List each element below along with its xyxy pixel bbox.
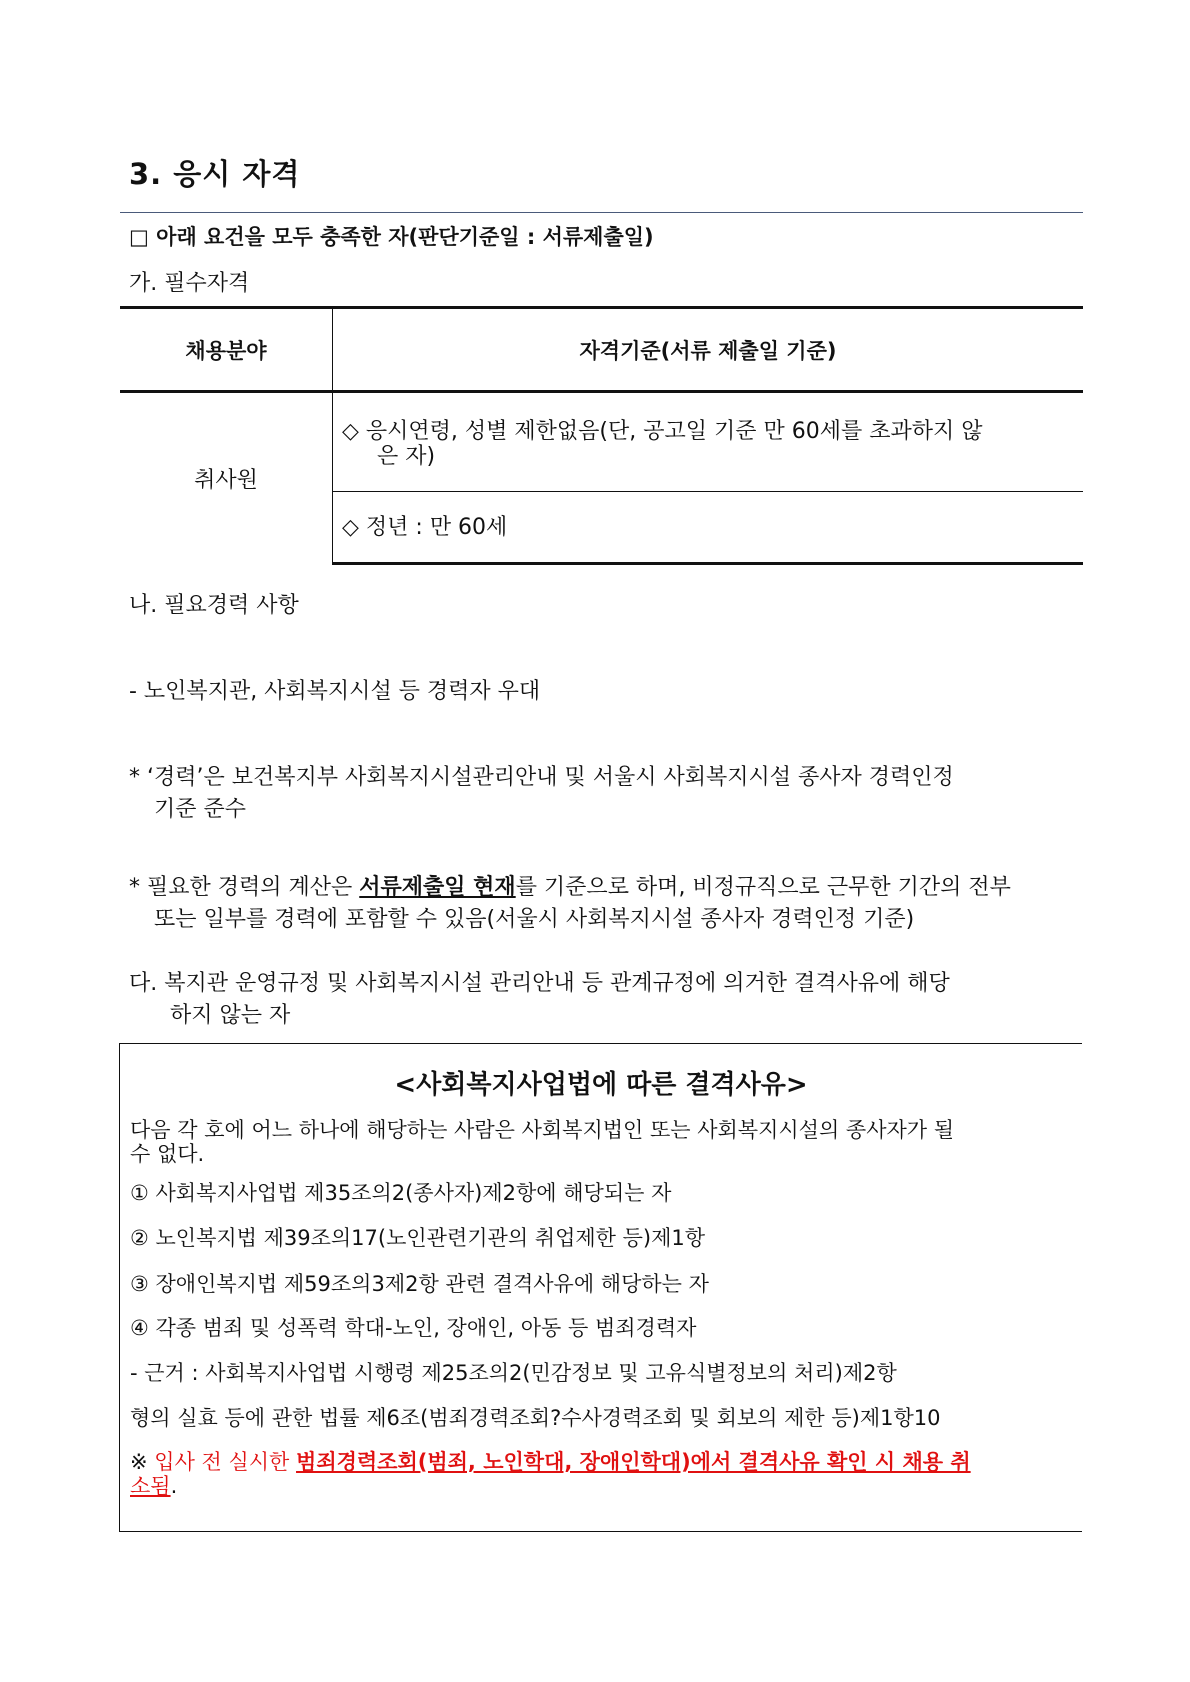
preferred-note: - 노인복지관, 사회복지시설 등 경력자 우대 bbox=[129, 679, 541, 704]
career-note-2-prefix: * 필요한 경력의 계산은 bbox=[129, 875, 360, 900]
list-item: ③ 장애인복지법 제59조의3제2항 관련 결격사유에 해당하는 자 bbox=[130, 1272, 709, 1296]
title-divider bbox=[120, 212, 1083, 213]
warning-period: . bbox=[170, 1474, 178, 1498]
criteria-1-line1: ◇ 응시연령, 성별 제한없음(단, 공고일 기준 만 60세를 초과하지 않 bbox=[342, 419, 983, 444]
warning-emphasis: 범죄경력조회(범죄, 노인학대, 장애인학대)에서 결격사유 확인 시 채용 취 bbox=[296, 1450, 971, 1474]
career-note-2 bbox=[129, 872, 1011, 936]
legal-basis-line2: 형의 실효 등에 관한 법률 제6조(범죄경력조회?수사경력조회 및 회보의 제한 등)제1항10 bbox=[130, 1406, 941, 1430]
warning-plain: 입사 전 실시한 bbox=[154, 1450, 297, 1474]
list-item: ② 노인복지법 제39조의17(노인관련기관의 취업제한 등)제1항 bbox=[130, 1226, 706, 1250]
field-name: 취사원 bbox=[194, 467, 258, 493]
header-field: 채용분야 bbox=[120, 308, 333, 392]
warning-mark: ※ bbox=[130, 1450, 155, 1474]
career-note-1-line2: 기준 준수 bbox=[154, 797, 247, 822]
career-note-2-suffix: 를 기준으로 하며, 비정규직으로 근무한 기간의 전부 bbox=[515, 875, 1011, 900]
criteria-cell-1 bbox=[333, 392, 1084, 492]
field-cell bbox=[120, 392, 333, 564]
subsection-c-line2: 하지 않는 자 bbox=[170, 1003, 291, 1028]
requirement-heading: □ 아래 요건을 모두 충족한 자(판단기준일 : 서류제출일) bbox=[129, 225, 654, 249]
warning-note bbox=[130, 1450, 971, 1498]
table-row bbox=[120, 392, 1083, 492]
career-note-2-emphasis: 서류제출일 현재 bbox=[359, 875, 516, 900]
subsection-c-line1: 다. 복지관 운영규정 및 사회복지시설 관리안내 등 관계규정에 의거한 결격사유에 해당 bbox=[129, 971, 950, 996]
header-criteria: 자격기준(서류 제출일 기준) bbox=[333, 308, 1084, 392]
box-intro bbox=[130, 1118, 954, 1166]
qualification-table bbox=[120, 306, 1083, 565]
criteria-1-line2: 은 자) bbox=[377, 444, 436, 469]
warning-line2: 소됨 bbox=[130, 1474, 171, 1498]
career-note-2-line2: 또는 일부를 경력에 포함할 수 있음(서울시 사회복지시설 종사자 경력인정 기준) bbox=[154, 907, 915, 932]
box-intro-line1: 다음 각 호에 어느 하나에 해당하는 사람은 사회복지법인 또는 사회복지시설의 종사자가 될 bbox=[130, 1118, 955, 1142]
criteria-cell-2 bbox=[333, 492, 1084, 564]
criteria-2: ◇ 정년 : 만 60세 bbox=[342, 514, 508, 540]
subsection-a-heading: 가. 필수자격 bbox=[129, 271, 250, 296]
legal-basis-line1: - 근거 : 사회복지사업법 시행령 제25조의2(민감정보 및 고유식별정보의 처리)제2항 bbox=[130, 1361, 897, 1385]
career-note-1 bbox=[129, 762, 954, 826]
table-header-row bbox=[120, 308, 1083, 392]
disqualification-box bbox=[119, 1043, 1082, 1532]
list-item: ① 사회복지사업법 제35조의2(종사자)제2항에 해당되는 자 bbox=[130, 1181, 672, 1205]
career-note-1-line1: * ‘경력’은 보건복지부 사회복지시설관리안내 및 서울시 사회복지시설 종사자 경력인정 bbox=[129, 765, 954, 790]
section-title: 3. 응시 자격 bbox=[129, 157, 301, 191]
list-item: ④ 각종 범죄 및 성폭력 학대-노인, 장애인, 아동 등 범죄경력자 bbox=[130, 1316, 697, 1340]
subsection-c bbox=[129, 968, 950, 1032]
box-title: <사회복지사업법에 따른 결격사유> bbox=[394, 1070, 808, 1100]
subsection-b-heading: 나. 필요경력 사항 bbox=[129, 593, 299, 618]
box-intro-line2: 수 없다. bbox=[130, 1142, 205, 1166]
